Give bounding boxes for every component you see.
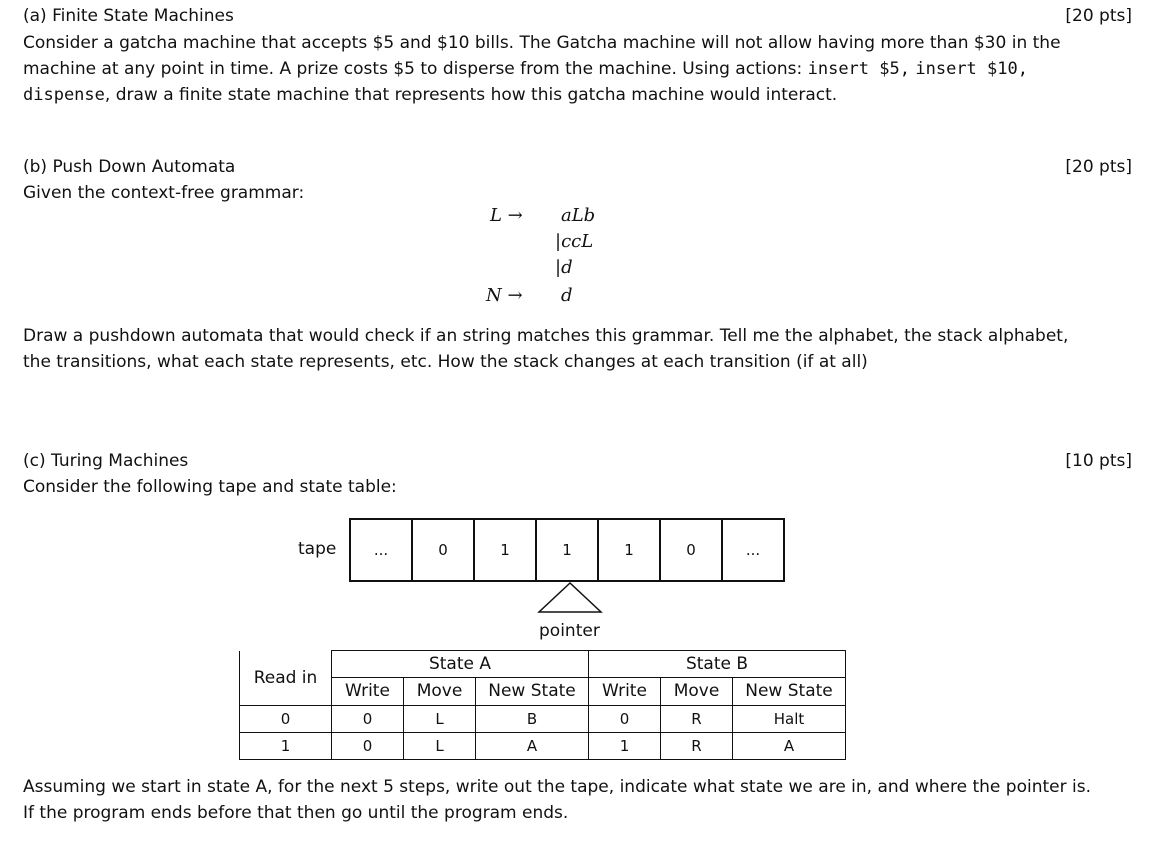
tape-cell: 1	[597, 518, 661, 582]
header-a-write: Write	[332, 678, 404, 705]
action-insert-10: insert $10,	[915, 59, 1028, 79]
cell-a-write: 0	[332, 732, 404, 759]
part-b-text-1: Draw a pushdown automata that would check if an string matches this grammar. Tell me the alphabet, the stack alphabet,	[23, 326, 1069, 346]
header-b-move: Move	[661, 678, 733, 705]
header-state-b: State B	[589, 651, 846, 678]
tape-cell: 0	[411, 518, 475, 582]
cell-b-write: 0	[589, 705, 661, 732]
tape-cell: 1	[473, 518, 537, 582]
part-a-text-2-pre: machine at any point in time. A prize costs $5 to disperse from the machine. Using actions:	[23, 59, 808, 79]
part-a-title: (a) Finite State Machines	[23, 6, 234, 26]
action-dispense: dispense	[23, 85, 105, 105]
cell-b-new: Halt	[733, 705, 846, 732]
header-b-write: Write	[589, 678, 661, 705]
grammar-l-rule-3: |d	[555, 257, 573, 278]
tape	[349, 518, 785, 582]
part-b-points: [20 pts]	[1065, 157, 1132, 177]
part-b-title: (b) Push Down Automata	[23, 157, 236, 177]
tape-cell: 0	[659, 518, 723, 582]
part-a-points: [20 pts]	[1065, 6, 1132, 26]
header-state-a: State A	[332, 651, 589, 678]
tape-cell: 1	[535, 518, 599, 582]
cell-a-new: B	[476, 705, 589, 732]
part-c-text-1: Assuming we start in state A, for the next 5 steps, write out the tape, indicate what state we are in, and where the pointer is.	[23, 777, 1091, 797]
grammar-l-rule-1: aLb	[561, 205, 596, 226]
header-read-in: Read in	[240, 651, 332, 706]
part-a-text-3-post: , draw a finite state machine that represents how this gatcha machine would interact.	[104, 85, 838, 105]
header-a-new-state: New State	[476, 678, 589, 705]
pointer-triangle-icon	[535, 580, 605, 616]
part-c-points: [10 pts]	[1065, 451, 1132, 471]
cell-b-new: A	[733, 732, 846, 759]
grammar-l-rule-2: |ccL	[555, 231, 594, 252]
part-b-text-2: the transitions, what each state represents, etc. How the stack changes at each transition (if at all)	[23, 352, 868, 372]
grammar-n-rule-1: d	[561, 285, 573, 306]
state-table	[239, 650, 846, 760]
pointer-label: pointer	[539, 621, 600, 641]
grammar-n-lhs: N →	[486, 285, 523, 306]
part-a-text-1: Consider a gatcha machine that accepts $5 and $10 bills. The Gatcha machine will not allow having more than $30 in the	[23, 33, 1061, 53]
header-b-new-state: New State	[733, 678, 846, 705]
cell-a-write: 0	[332, 705, 404, 732]
action-insert-5: insert $5,	[807, 59, 910, 79]
cell-read: 1	[240, 732, 332, 759]
cell-a-move: L	[404, 705, 476, 732]
part-a-text-2	[23, 56, 1028, 82]
cell-read: 0	[240, 705, 332, 732]
cell-b-write: 1	[589, 732, 661, 759]
part-c-intro: Consider the following tape and state table:	[23, 477, 397, 497]
tape-label: tape	[298, 539, 337, 559]
cell-b-move: R	[661, 705, 733, 732]
part-b-intro: Given the context-free grammar:	[23, 183, 305, 203]
header-a-move: Move	[404, 678, 476, 705]
tape-cell: ...	[349, 518, 413, 582]
table-row	[240, 705, 846, 732]
table-row	[240, 732, 846, 759]
part-a-text-3	[23, 82, 837, 108]
part-c-title: (c) Turing Machines	[23, 451, 189, 471]
part-c-text-2: If the program ends before that then go until the program ends.	[23, 803, 569, 823]
tape-cell: ...	[721, 518, 785, 582]
cell-a-new: A	[476, 732, 589, 759]
cell-b-move: R	[661, 732, 733, 759]
cell-a-move: L	[404, 732, 476, 759]
grammar-l-lhs: L →	[490, 205, 523, 226]
